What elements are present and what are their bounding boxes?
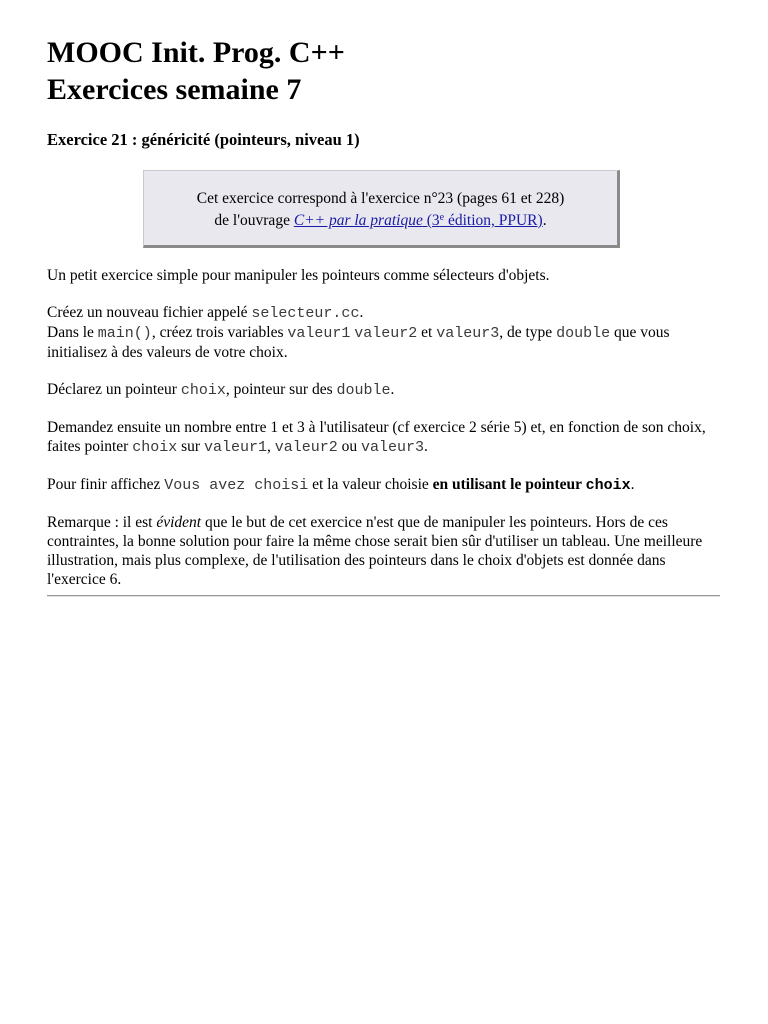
code-valeur3: valeur3 <box>436 325 500 342</box>
code-valeur2: valeur2 <box>354 325 418 342</box>
text-segment: et la valeur choisie <box>308 476 433 493</box>
reference-line-2-prefix: de l'ouvrage <box>214 212 294 229</box>
code-valeur3: valeur3 <box>360 439 424 456</box>
text-segment: sur <box>177 438 204 455</box>
text-segment: ou <box>337 438 361 455</box>
display-instructions-paragraph <box>47 475 727 495</box>
code-double: double <box>336 382 391 399</box>
text-segment: , pointeur sur des <box>225 381 337 398</box>
remark-paragraph <box>47 513 727 589</box>
reference-line-1: Cet exercice correspond à l'exercice n°23 (pages 61 et 228) <box>196 190 565 207</box>
title-line-2: Exercices semaine 7 <box>47 73 302 106</box>
code-valeur2: valeur2 <box>274 439 338 456</box>
text-segment: que le but de cet exercice n'est que de manipuler les pointeurs. Hors de ces contraintes, la bonne solution pour faire la même chose serait bien sûr d'utiliser un tableau. Une meilleure illustration, mais plus complexe, de l'utilisation des pointeurs dans le choix d'objets est donnée dans l'exercice 6. <box>47 514 703 588</box>
book-link[interactable] <box>294 212 543 229</box>
code-output-string: Vous avez choisi <box>164 477 309 494</box>
text-segment: Déclarez un pointeur <box>47 381 181 398</box>
text-segment: Demandez ensuite un nombre entre 1 et 3 à l'utilisateur (cf exercice 2 série 5) et, en fonction de son choix, faites pointer <box>47 419 706 455</box>
title-line-1: MOOC Init. Prog. C++ <box>47 36 345 69</box>
horizontal-divider <box>47 595 720 597</box>
text-segment: et <box>417 324 437 341</box>
code-choix: choix <box>180 382 226 399</box>
text-segment: Créez un nouveau fichier appelé <box>47 304 252 321</box>
text-segment: Remarque : il est <box>47 514 157 531</box>
edition-open: (3 <box>422 212 440 229</box>
edition-rest: édition, PPUR) <box>444 212 543 229</box>
text-segment: , créez trois variables <box>151 324 288 341</box>
book-title: C++ par la pratique <box>293 212 423 229</box>
text-segment: . <box>390 381 395 398</box>
intro-paragraph: Un petit exercice simple pour manipuler les pointeurs comme sélecteurs d'objets. <box>47 267 550 284</box>
file-instructions-paragraph <box>47 303 727 362</box>
page-title <box>47 34 345 108</box>
code-valeur1: valeur1 <box>203 439 267 456</box>
exercise-subtitle: Exercice 21 : généricité (pointeurs, niveau 1) <box>47 130 360 149</box>
user-choice-paragraph <box>47 418 727 457</box>
text-segment: que vous initialisez à des valeurs de votre choix. <box>47 324 670 361</box>
text-segment: Pour finir affichez <box>47 476 165 493</box>
emphasis-segment: évident <box>156 514 202 531</box>
book-reference-box <box>143 170 620 248</box>
pointer-declaration-paragraph <box>47 380 727 400</box>
text-segment: . <box>359 304 364 321</box>
text-segment: , de type <box>499 324 557 341</box>
text-segment: . <box>630 476 635 493</box>
text-segment: . <box>424 438 428 455</box>
edition-sup: e <box>439 212 445 223</box>
code-double: double <box>556 325 611 342</box>
text-segment: , <box>266 438 275 455</box>
bold-segment: en utilisant le pointeur <box>432 476 586 493</box>
code-valeur1: valeur1 <box>287 325 351 342</box>
reference-line-2-suffix: . <box>542 212 547 229</box>
exercise-body <box>47 266 727 607</box>
code-choix: choix <box>132 439 178 456</box>
code-filename: selecteur.cc <box>251 305 360 322</box>
code-main: main() <box>97 325 152 342</box>
text-segment: Dans le <box>47 324 98 341</box>
code-choix-bold: choix <box>585 477 631 494</box>
